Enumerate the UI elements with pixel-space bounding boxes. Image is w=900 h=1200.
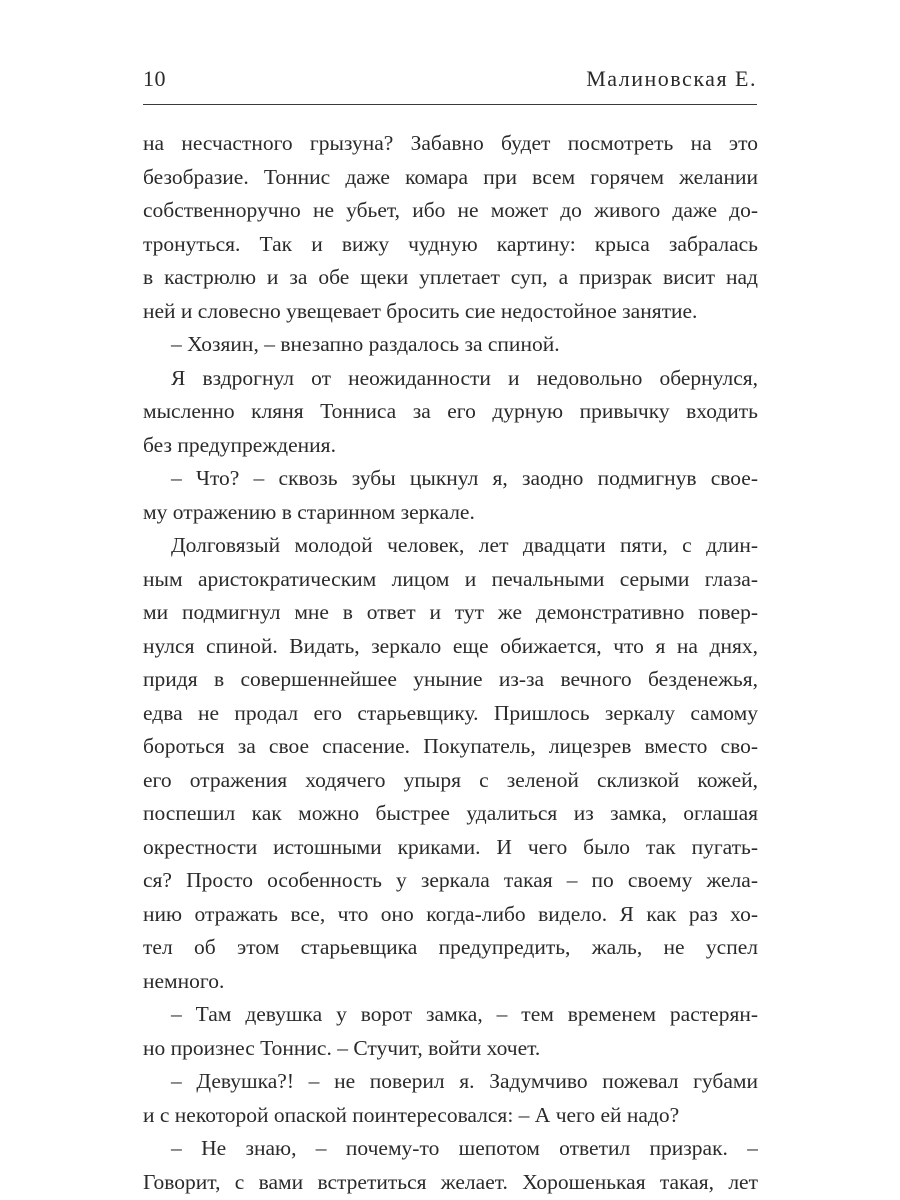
- text-line: бороться за свое спасение. Покупатель, лицезрев вместо сво-: [143, 734, 758, 758]
- text-line: собственноручно не убьет, ибо не может до живого даже до-: [143, 198, 758, 222]
- text-line: придя в совершеннейшее уныние из-за вечного безденежья,: [143, 667, 758, 691]
- text-line: окрестности истошными криками. И чего было так пугать-: [143, 834, 758, 859]
- body-text: [143, 127, 758, 1199]
- text-line: – Не знаю, – почему-то шепотом ответил призрак. –: [171, 1136, 758, 1160]
- text-line: ней и словесно увещевает бросить сие недостойное занятие.: [143, 298, 698, 323]
- text-line: безобразие. Тоннис даже комара при всем горячем желании: [143, 164, 758, 189]
- text-line: ным аристократическим лицом и печальными серыми глаза-: [143, 566, 758, 591]
- text-line: – Там девушка у ворот замка, – тем временем растерян-: [171, 1002, 758, 1026]
- header-rule: [143, 104, 757, 105]
- text-line: Я вздрогнул от неожиданности и недовольно обернулся,: [171, 365, 758, 390]
- text-line: немного.: [143, 968, 225, 993]
- text-line: мысленно кляня Тонниса за его дурную привычку входить: [143, 399, 758, 423]
- text-line: ми подмигнул мне в ответ и тут же демонстративно повер-: [143, 600, 758, 624]
- text-line: тел об этом старьевщика предупредить, жаль, не успел: [143, 935, 758, 959]
- text-line: нулся спиной. Видать, зеркало еще обижается, что я на днях,: [143, 633, 758, 658]
- text-line: но произнес Тоннис. – Стучит, войти хочет.: [143, 1035, 541, 1060]
- running-head-author: Малиновская Е.: [586, 66, 757, 91]
- text-line: и с некоторой опаской поинтересовался: – А чего ей надо?: [143, 1102, 680, 1127]
- text-line: поспешил как можно быстрее удалиться из замка, оглашая: [143, 801, 758, 825]
- text-line: его отражения ходячего упыря с зеленой склизкой кожей,: [143, 767, 758, 792]
- page-number: 10: [143, 66, 166, 91]
- text-line: ся? Просто особенность у зеркала такая – по своему жела-: [143, 868, 758, 892]
- text-line: – Что? – сквозь зубы цыкнул я, заодно подмигнув свое-: [171, 466, 758, 490]
- text-line: нию отражать все, что оно когда-либо видело. Я как раз хо-: [143, 901, 758, 926]
- text-line: тронуться. Так и вижу чудную картину: крыса забралась: [143, 231, 758, 256]
- text-line: на несчастного грызуна? Забавно будет посмотреть на это: [143, 131, 758, 155]
- text-line: Говорит, с вами встретиться желает. Хорошенькая такая, лет: [143, 1169, 758, 1194]
- text-line: му отражению в старинном зеркале.: [143, 499, 475, 524]
- text-line: едва не продал его старьевщику. Пришлось зеркалу самому: [143, 700, 758, 725]
- text-line: в кастрюлю и за обе щеки уплетает суп, а призрак висит над: [143, 265, 758, 289]
- text-line: – Девушка?! – не поверил я. Задумчиво пожевал губами: [171, 1069, 758, 1093]
- text-line: без предупреждения.: [143, 432, 336, 457]
- running-head: [143, 66, 757, 100]
- text-line: – Хозяин, – внезапно раздалось за спиной.: [171, 332, 560, 356]
- text-line: Долговязый молодой человек, лет двадцати пяти, с длин-: [171, 533, 758, 557]
